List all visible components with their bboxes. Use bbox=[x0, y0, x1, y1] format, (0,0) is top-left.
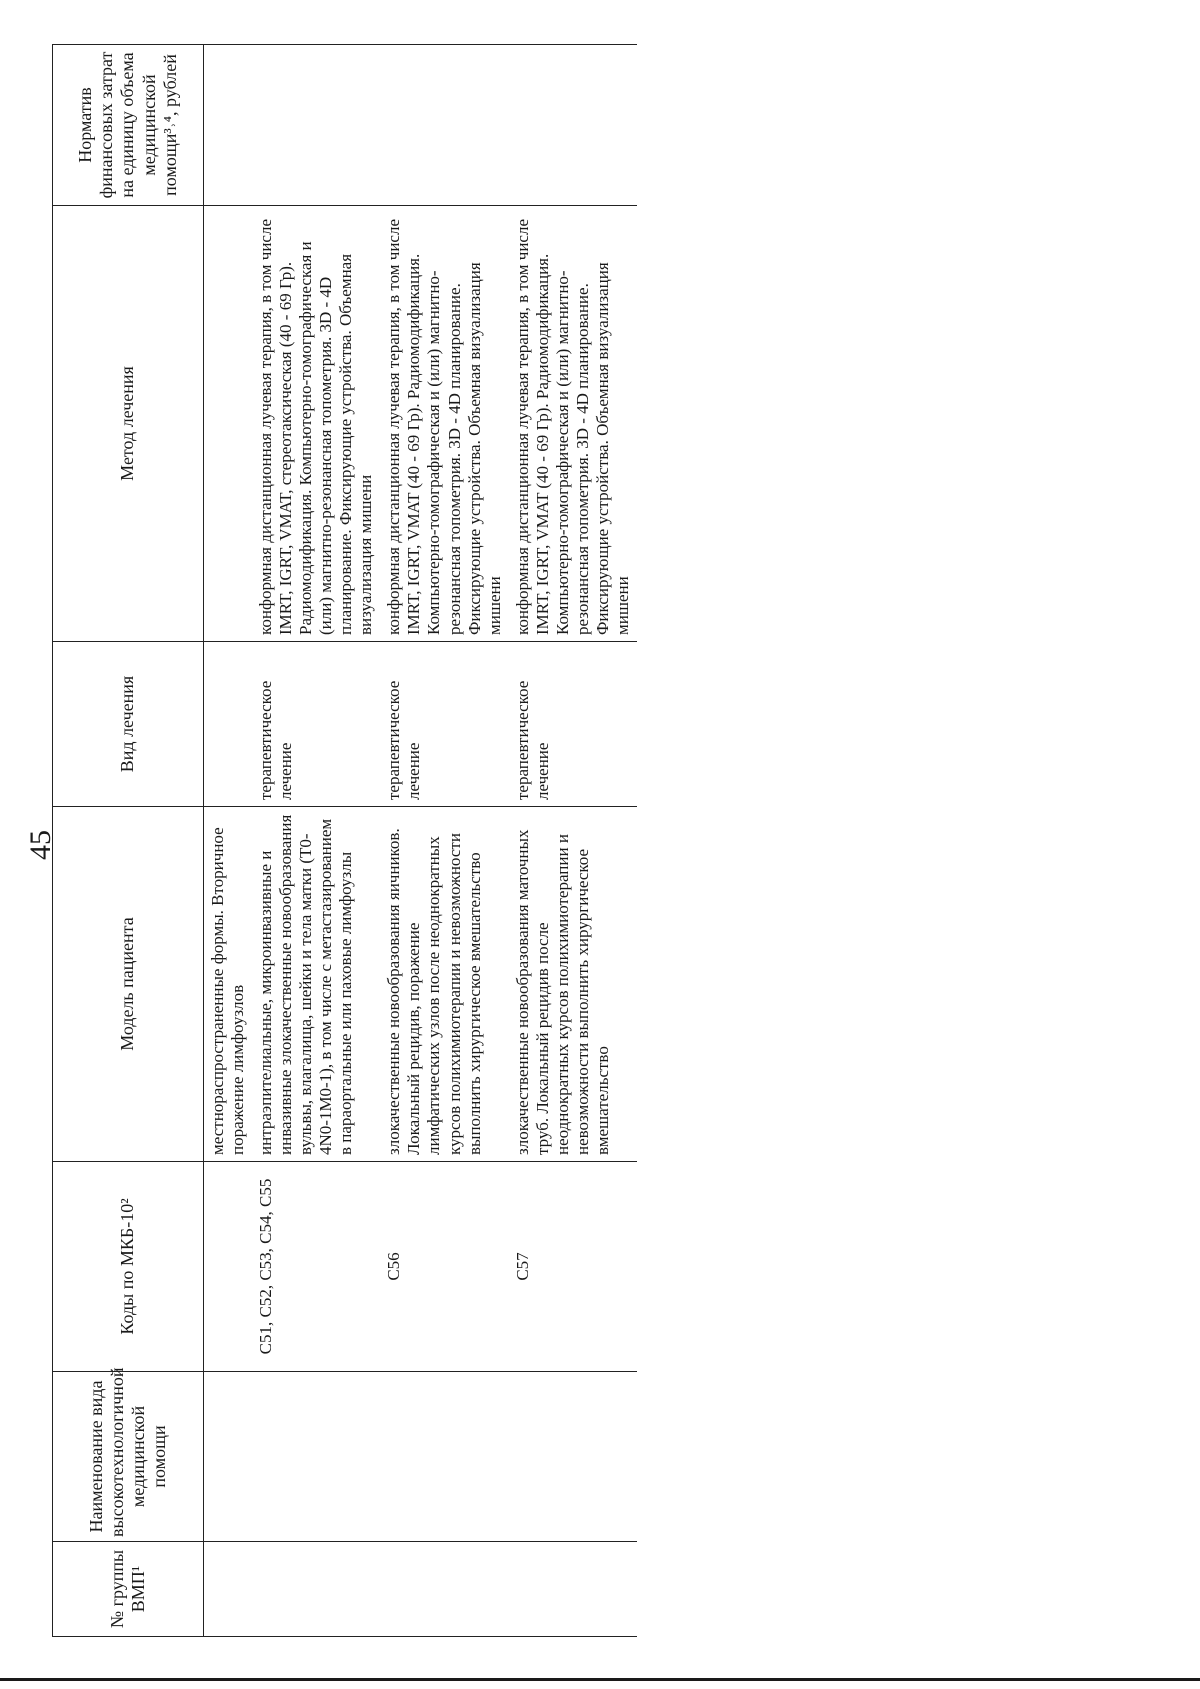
cell-patient-model: злокачественные новообразования маточных труб. Локальный рецидив после неоднократных курсов полихимиотерапии и невозможности выполнить хирургическое вмешательство bbox=[509, 807, 637, 1162]
cell-icd-codes: C51, C52, C53, C54, C55 bbox=[252, 1162, 380, 1372]
table-row bbox=[252, 45, 380, 1637]
header-treatment-type: Вид лечения bbox=[53, 642, 204, 807]
table-row bbox=[380, 45, 508, 1637]
table-row bbox=[509, 45, 637, 1637]
cell-patient-model: местнораспространенные формы. Вторичное поражение лимфоузлов bbox=[204, 807, 253, 1162]
page-number: 45 bbox=[24, 830, 57, 860]
cell-patient-model: интраэпителиальные, микроинвазивные и инвазивные злокачественные новообразования вульвы, влагалища, шейки и тела матки (T0-4N0-1M0-1), в том числе с метастазированием в параортальные или паховые лимфоузлы bbox=[252, 807, 380, 1162]
scan-edge-line bbox=[0, 1678, 1200, 1681]
header-cost-standard: Норматив финансовых затрат на единицу объема медицинской помощи³˒⁴, рублей bbox=[53, 45, 204, 206]
header-treatment-method: Метод лечения bbox=[53, 206, 204, 642]
cell-treatment-type: терапевтическое лечение bbox=[509, 642, 637, 807]
cell-icd-codes: C56 bbox=[380, 1162, 508, 1372]
header-vmp-name: Наименование вида высокотехнологичной медицинской помощи bbox=[53, 1372, 204, 1542]
table-row-continuation bbox=[204, 45, 253, 1637]
cell-patient-model: злокачественные новообразования яичников. Локальный рецидив, поражение лимфатических узлов после неоднократных курсов полихимиотерапии и невозможности выполнить хирургическое вмешательство bbox=[380, 807, 508, 1162]
cell-treatment-method: конформная дистанционная лучевая терапия, в том числе IMRT, IGRT, VMAT (40 - 69 Гр). Радиомодификация. Компьютерно-томографическая и (или) магнитно-резонансная топометрия. 3D - 4D планирование. Фиксирующие устройства. Объемная визуализация мишени bbox=[380, 206, 508, 642]
cell-treatment-method: конформная дистанционная лучевая терапия, в том числе IMRT, IGRT, VMAT (40 - 69 Гр). Радиомодификация. Компьютерно-томографическая и (или) магнитно-резонансная топометрия. 3D - 4D планирование. Фиксирующие устройства. Объемная визуализация мишени bbox=[509, 206, 637, 642]
header-row bbox=[53, 45, 204, 1637]
cell-treatment-type: терапевтическое лечение bbox=[380, 642, 508, 807]
cell-treatment-method: конформная дистанционная лучевая терапия, в том числе IMRT, IGRT, VMAT, стереотаксическая (40 - 69 Гр). Радиомодификация. Компьютерно-томографическая и (или) магнитно-резонансная топометрия. 3D - 4D планирование. Фиксирующие устройства. Объемная визуализация мишени bbox=[252, 206, 380, 642]
header-group-no: № группы ВМП¹ bbox=[53, 1542, 204, 1637]
vmp-table bbox=[52, 44, 637, 1637]
cell-treatment-type: терапевтическое лечение bbox=[252, 642, 380, 807]
header-patient-model: Модель пациента bbox=[53, 807, 204, 1162]
cell-icd-codes: C57 bbox=[509, 1162, 637, 1372]
header-icd-codes: Коды по МКБ-10² bbox=[53, 1162, 204, 1372]
